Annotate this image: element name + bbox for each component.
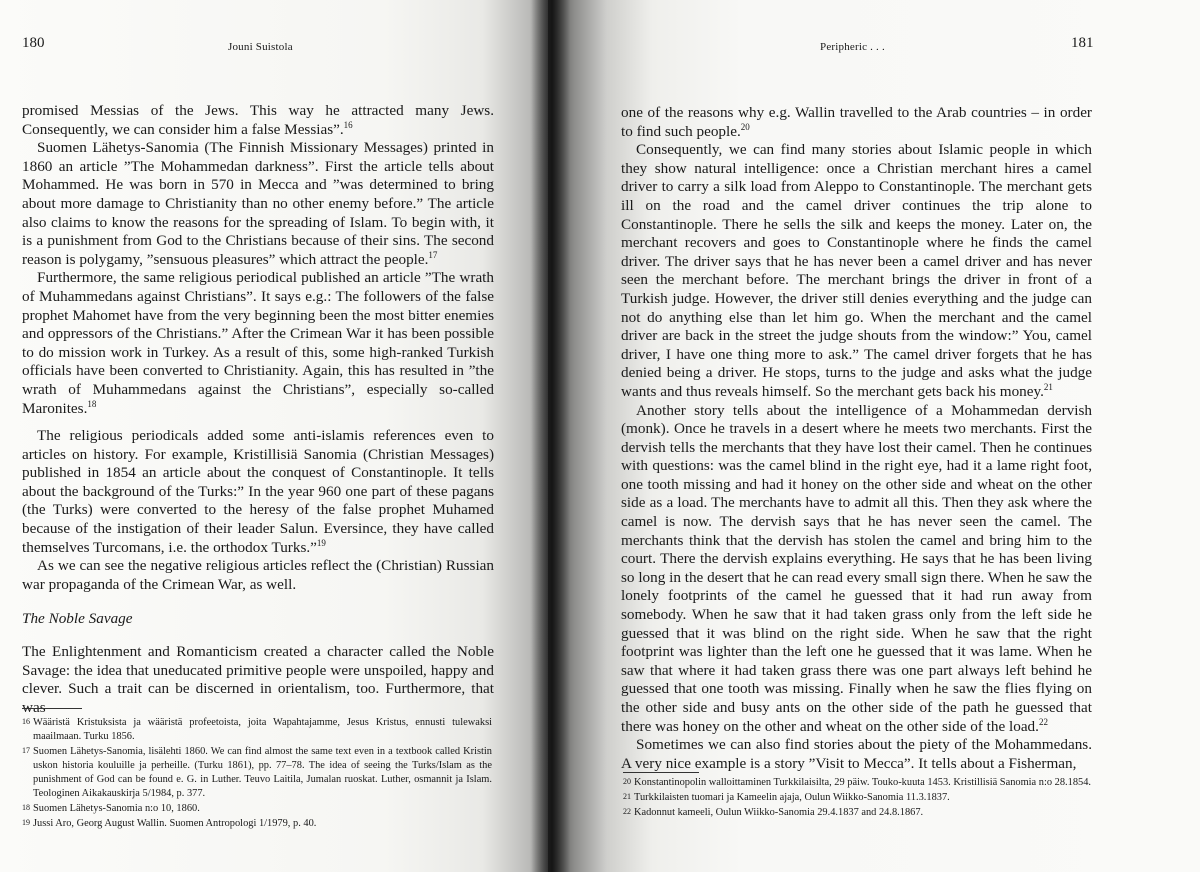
paragraph: Suomen Lähetys-Sanomia (The Finnish Missionary Messages) printed in 1860 an article ”The Mohammedan darkness”. First the article tells about Mohammed. He was born in 570 in Mecca and ”was determined to bring about more damage to Christianity than no other enemy before.” The article also claims to know the reasons for the spreading of Islam. To begin with, it is a punishment from God to the Christians because of their sins. The second reason is polygamy, ”sensuous pleasures” which attract the people.$^{17}$	[22, 139, 494, 268]
footnote: 19 Jussi Aro, Georg August Wallin. Suomen Antropologi 1/1979, p. 40.	[22, 818, 317, 829]
footnote: 17 Suomen Lähetys-Sanomia, lisälehti 1860. We can find almost the same text even in a textbook called Kristin uskon historia kouluille ja perheille. (Turku 1861), pp. 77–78. The idea of seeing the Turks/Islam as the punishment of God can be found e. G. in Luther. Teuvo Laitila, Jumalan ruoskat. Luther, osmannit ja Islam. Teologinen Aikakauskirja 5/1984, p. 377.	[22, 746, 492, 799]
footnote-rule	[623, 772, 699, 773]
paragraph: Consequently, we can find many stories about Islamic people in which they show natural intelligence: once a Christian merchant hires a camel driver to carry a silk load from Aleppo to Constantinople. The merchant gets ill on the road and the camel driver continues the trip alone to Constantinople. There he sells the silk and keeps the money. Later on, the merchant recovers and goes to Constantinople where he finds the camel driver. The driver says that he has never been a camel driver and has never seen the merchant before. The merchant brings the driver in front of a Turkish judge. However, the driver still denies everything and the judge can not do anything else than let him go. When the merchant and the camel driver are back in the street the judge shouts from the window:” You, camel driver, I have one thing more to ask.” The camel driver forgets that he has denied being a driver. He stops, turns to the judge and asks what the judge wants and thus reveals himself. So the merchant gets back his money.$^{21}$	[621, 141, 1092, 400]
footnote-rule	[22, 708, 82, 709]
left-page	[0, 0, 548, 872]
footnote: 21 Turkkilaisten tuomari ja Kameelin ajaja, Oulun Wiikko-Sanomia 11.3.1837.	[623, 792, 950, 803]
footnote: 20 Konstantinopolin walloittaminen Turkkilaisilta, 29 päiw. Touko-kuuta 1453. Kristillisiä Sanomia n:o 28.1854.	[623, 777, 1092, 788]
running-head: Peripheric . . .	[820, 41, 885, 53]
footnote: 18 Suomen Lähetys-Sanomia n:o 10, 1860.	[22, 803, 200, 814]
right-page	[548, 0, 1200, 872]
paragraph: promised Messias of the Jews. This way he attracted many Jews. Consequently, we can consider him a false Messias”.$^{16}$	[22, 102, 494, 138]
page-number: 181	[1071, 35, 1094, 51]
right-footnotes	[623, 776, 1093, 821]
footnote-ref: 17	[428, 249, 438, 260]
left-footnotes	[22, 716, 492, 832]
footnote: 22 Kadonnut kameeli, Oulun Wiikko-Sanomia 29.4.1837 and 24.8.1867.	[623, 807, 924, 818]
footnote-ref: 22	[1038, 716, 1048, 727]
footnote-ref: 19	[316, 537, 326, 548]
footnote: 16 Wääristä Kristuksista ja wääristä profeetoista, joita Wapahtajamme, Jesus Kristus, ennusti tulewaksi maailmaan. Turku 1856.	[22, 717, 492, 742]
page-number: 180	[22, 35, 45, 51]
paragraph: Furthermore, the same religious periodical published an article ”The wrath of Muhammedans against Christians”. It says e.g.: The followers of the false prophet Mahomet have from the very beginning been the most bitter enemies and oppressors of the Christians.” After the Crimean War it has been possible to do mission work in Turkey. As a result of this, some high-ranked Turkish officials have been converted to Christianity. Again, this has resulted in ”the wrath of Muhammedans against the Christians”, especially so-called Maronites.$^{18}$	[22, 269, 494, 417]
section-heading: The Noble Savage	[22, 610, 133, 628]
footnote-ref: 21	[1043, 381, 1053, 392]
left-body-text	[22, 102, 494, 717]
footnote-ref: 20	[740, 121, 750, 132]
right-body-text	[621, 104, 1092, 773]
footnote-ref: 16	[343, 119, 353, 130]
paragraph: one of the reasons why e.g. Wallin travelled to the Arab countries – in order to find such people.$^{20}$	[621, 104, 1092, 140]
paragraph: The Enlightenment and Romanticism created a character called the Noble Savage: the idea that uneducated primitive people were unspoiled, happy and clever. Such a trait can be discerned in orientalism, too. Furthermore, that was	[22, 643, 494, 716]
footnote-ref: 18	[87, 398, 97, 409]
paragraph: The religious periodicals added some anti-islamis references even to articles on history. For example, Kristillisiä Sanomia (Christian Messages) published in 1854 an article about the conquest of Constantinople. It tells about the background of the Turks:” In the year 960 one part of these pagans (the Turks) were converted to the heresy of the false prophet Muhamed because of the instigation of their leader Salun. Eversince, they have called themselves Turcomans, i.e. the orthodox Turks.”$^{19}$	[22, 427, 494, 556]
paragraph: As we can see the negative religious articles reflect the (Christian) Russian war propaganda of the Crimean War, as well.	[22, 557, 494, 593]
paragraph: Sometimes we can also find stories about the piety of the Mohammedans. A very nice example is a story ”Visit to Mecca”. It tells about a Fisherman,	[621, 736, 1092, 772]
running-head: Jouni Suistola	[228, 41, 293, 53]
paragraph: Another story tells about the intelligence of a Mohammedan dervish (monk). Once he travels in a desert where he meets two merchants. First the dervish tells the merchants that they have lost their camel. Then he continues with questions: was the camel blind in the right eye, had it a lame right foot, one tooth missing and had it honey on the other side and wheat on the other side as a load. The merchants have to admit all this. Then they ask where the camel is now. The dervish says that he has never seen the camel. The merchants think that the dervish has stolen the camel and bring him to the court. There the dervish explains everything. He says that he has been living so long in the desert that he can read every small sign there. When he saw the lonely footprints of the camel he guessed that it had run away from somebody. When he saw that it had taken grass only from the left side he guessed that it was blind on the right side. When he saw that the right footprint was lighter than the left one he guessed that it was lame. When he saw that where it had taken grass there was one part always left behind he guessed that one tooth was missing. Finally when he saw the flies flying on the other side and busy ants on the other side of the path he guessed that there was honey on the other and wheat on the other side of the load.$^{22}$	[621, 401, 1092, 735]
